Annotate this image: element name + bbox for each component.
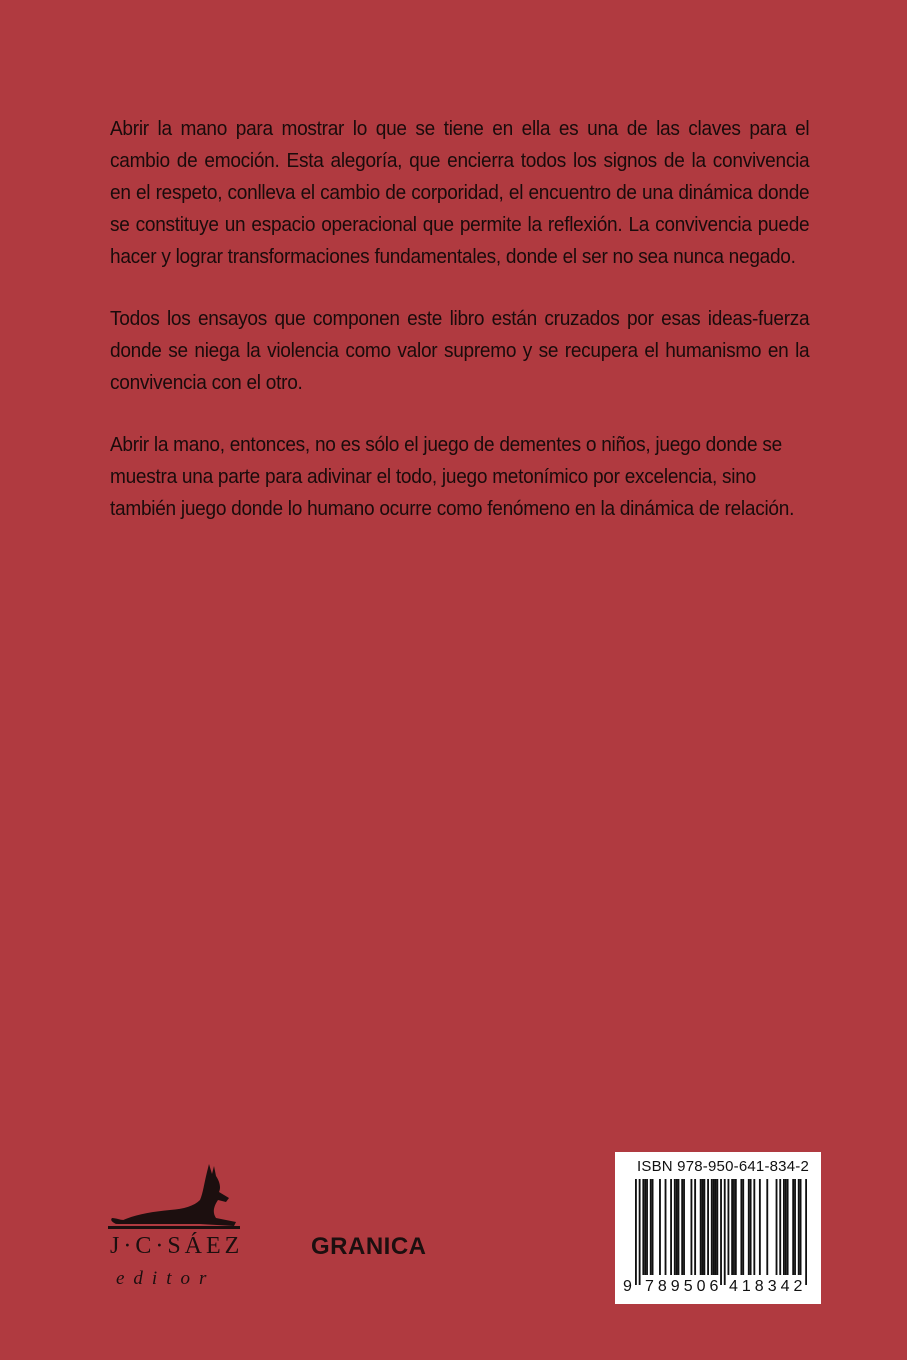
ean-digit-left-group: 789506: [645, 1278, 723, 1295]
barcode-bar: [702, 1179, 704, 1275]
barcode-bar: [646, 1179, 648, 1275]
barcode-bar: [798, 1179, 800, 1275]
barcode-bar: [665, 1179, 667, 1275]
blurb-paragraph-3: Abrir la mano, entonces, no es sólo el juego de dementes o niños, juego donde se muestra una parte para adivinar el todo, juego metonímico por excelencia, sino también juego donde lo humano ocurre como fenómeno en la dinámica de relación.: [110, 433, 795, 520]
barcode-bar: [716, 1179, 718, 1275]
barcode-bar: [674, 1179, 676, 1275]
barcode-bar: [713, 1179, 715, 1275]
barcode-bar: [659, 1179, 661, 1275]
barcode-bar: [635, 1179, 637, 1285]
barcode-bar: [715, 1179, 717, 1275]
barcode-bar: [703, 1179, 705, 1275]
barcode-bar: [753, 1179, 755, 1275]
barcode-bar: [759, 1179, 761, 1275]
barcode-bar: [787, 1179, 789, 1275]
isbn-barcode: [615, 1152, 821, 1304]
barcode-bar: [733, 1179, 735, 1275]
barcode-bar: [750, 1179, 752, 1275]
barcode-bar: [711, 1179, 713, 1275]
barcode-bar: [707, 1179, 709, 1275]
barcode-bar: [724, 1179, 726, 1285]
barcode-bar: [805, 1179, 807, 1285]
isbn-label: ISBN 978-950-641-834-2: [637, 1158, 810, 1175]
barcode-bar: [766, 1179, 768, 1275]
barcode-bar: [800, 1179, 802, 1275]
barcode-bar: [650, 1179, 652, 1275]
barcode-bar: [678, 1179, 680, 1275]
barcode-bar: [783, 1179, 785, 1275]
barcode-bar: [742, 1179, 744, 1275]
barcode-bar: [700, 1179, 702, 1275]
blurb-paragraph-1: Abrir la mano para mostrar lo que se tiene en ella es una de las claves para el cambio de emoción. Esta alegoría, que encierra todos los signos de la convivencia en el respeto, conlleva el cambio de corporidad, el encuentro de una dinámica donde se constituye un espacio operacional que permite la reflexión. La convivencia puede hacer y lograr transformaciones fundamentales, donde el ser no sea nunca negado.: [110, 117, 810, 268]
barcode-bar: [681, 1179, 683, 1275]
barcode-bar: [642, 1179, 644, 1275]
back-cover-blurb: [110, 113, 809, 555]
blurb-paragraph-2: Todos los ensayos que componen este libro están cruzados por esas ideas-fuerza donde se niega la violencia como valor supremo y se recupera el humanismo en la convivencia con el otro.: [110, 307, 810, 394]
barcode-bar: [748, 1179, 750, 1275]
barcode-bar: [735, 1179, 737, 1275]
barcode-bar: [694, 1179, 696, 1275]
imprint-name: J·C·SÁEZ: [110, 1233, 244, 1259]
imprint-subtitle: editor: [116, 1268, 216, 1289]
barcode-bar: [644, 1179, 646, 1275]
ean-digit-right-group: 418342: [729, 1278, 807, 1295]
barcode-bar: [683, 1179, 685, 1275]
barcode-bar: [691, 1179, 693, 1275]
barcode-bar: [676, 1179, 678, 1275]
barcode-bar: [785, 1179, 787, 1275]
barcode-bar: [740, 1179, 742, 1275]
publisher-logo: GRANICA: [311, 1233, 427, 1260]
barcode-bar: [720, 1179, 722, 1285]
barcode-bar: [779, 1179, 781, 1275]
barcode-bar: [731, 1179, 733, 1275]
barcode-bars: [629, 1179, 807, 1291]
barcode-bar: [776, 1179, 778, 1275]
barcode-bar: [794, 1179, 796, 1275]
barcode-bar: [728, 1179, 730, 1275]
barcode-bar: [670, 1179, 672, 1275]
ean-digit-lead: 9: [623, 1278, 632, 1295]
barcode-bar: [652, 1179, 654, 1275]
barcode-bar: [792, 1179, 794, 1275]
barcode-bar: [639, 1179, 641, 1285]
